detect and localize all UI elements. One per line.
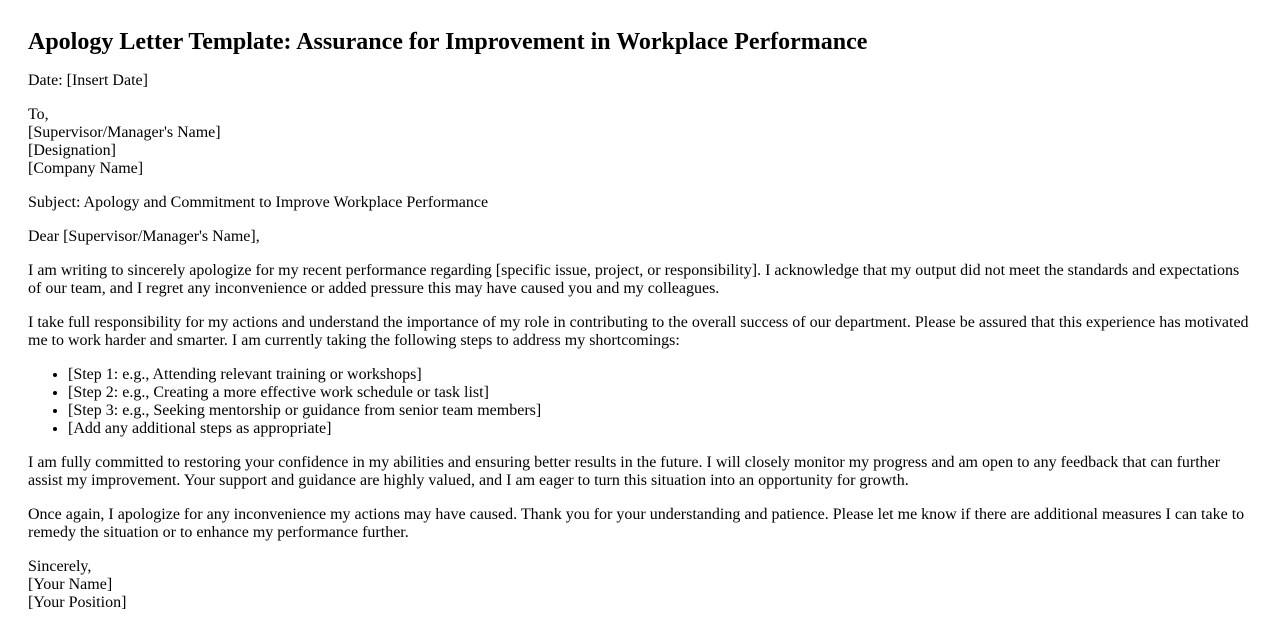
body-paragraph-4: Once again, I apologize for any inconvenience my actions may have caused. Thank you for your understanding and patience. Please let me know if there are additional measures I can take to remedy the situation or to enhance my performance further. (28, 506, 1245, 541)
closing-name: [Your Name] (28, 576, 113, 593)
subject-line: Subject: Apology and Commitment to Improve Workplace Performance (28, 194, 489, 211)
list-item: • [Step 3: e.g., Seeking mentorship or guidance from senior team members] (68, 402, 1250, 420)
recipient-name: [Supervisor/Manager's Name] (28, 124, 221, 141)
body-paragraph-2: I take full responsibility for my actions and understand the importance of my role in contributing to the overall success of our department. Please be assured that this experience has motivated me to work harder and smarter. I am currently taking the following steps to address my shortcomings: (28, 314, 1249, 349)
list-item: • [Step 2: e.g., Creating a more effective work schedule or task list] (68, 384, 1250, 402)
recipient-designation: [Designation] (28, 142, 116, 159)
body-paragraph-1: I am writing to sincerely apologize for my recent performance regarding [specific issue, project, or responsibility]. I acknowledge that my output did not meet the standards and expectations of our team, and I regret any inconvenience or added pressure this may have caused you and my colleagues. (28, 262, 1240, 297)
body-paragraph-3: I am fully committed to restoring your confidence in my abilities and ensuring better results in the future. I will closely monitor my progress and am open to any feedback that can further assist my improvement. Your support and guidance are highly valued, and I am eager to turn this situation into an opportunity for growth. (28, 454, 1221, 489)
closing-position: [Your Position] (28, 594, 127, 611)
closing-signoff: Sincerely, (28, 558, 92, 575)
letter-page (0, 28, 1278, 612)
recipient-company: [Company Name] (28, 160, 144, 177)
closing-block (28, 558, 1250, 612)
list-item: • [Step 1: e.g., Attending relevant training or workshops] (68, 366, 1250, 384)
page-title: Apology Letter Template: Assurance for Improvement in Workplace Performance (28, 29, 868, 55)
recipient-block (28, 106, 1250, 178)
salutation: Dear [Supervisor/Manager's Name], (28, 228, 260, 245)
list-item: • [Add any additional steps as appropriate] (68, 420, 1250, 438)
recipient-to: To, (28, 106, 49, 123)
steps-list (28, 366, 1250, 438)
date-line: Date: [Insert Date] (28, 72, 148, 89)
